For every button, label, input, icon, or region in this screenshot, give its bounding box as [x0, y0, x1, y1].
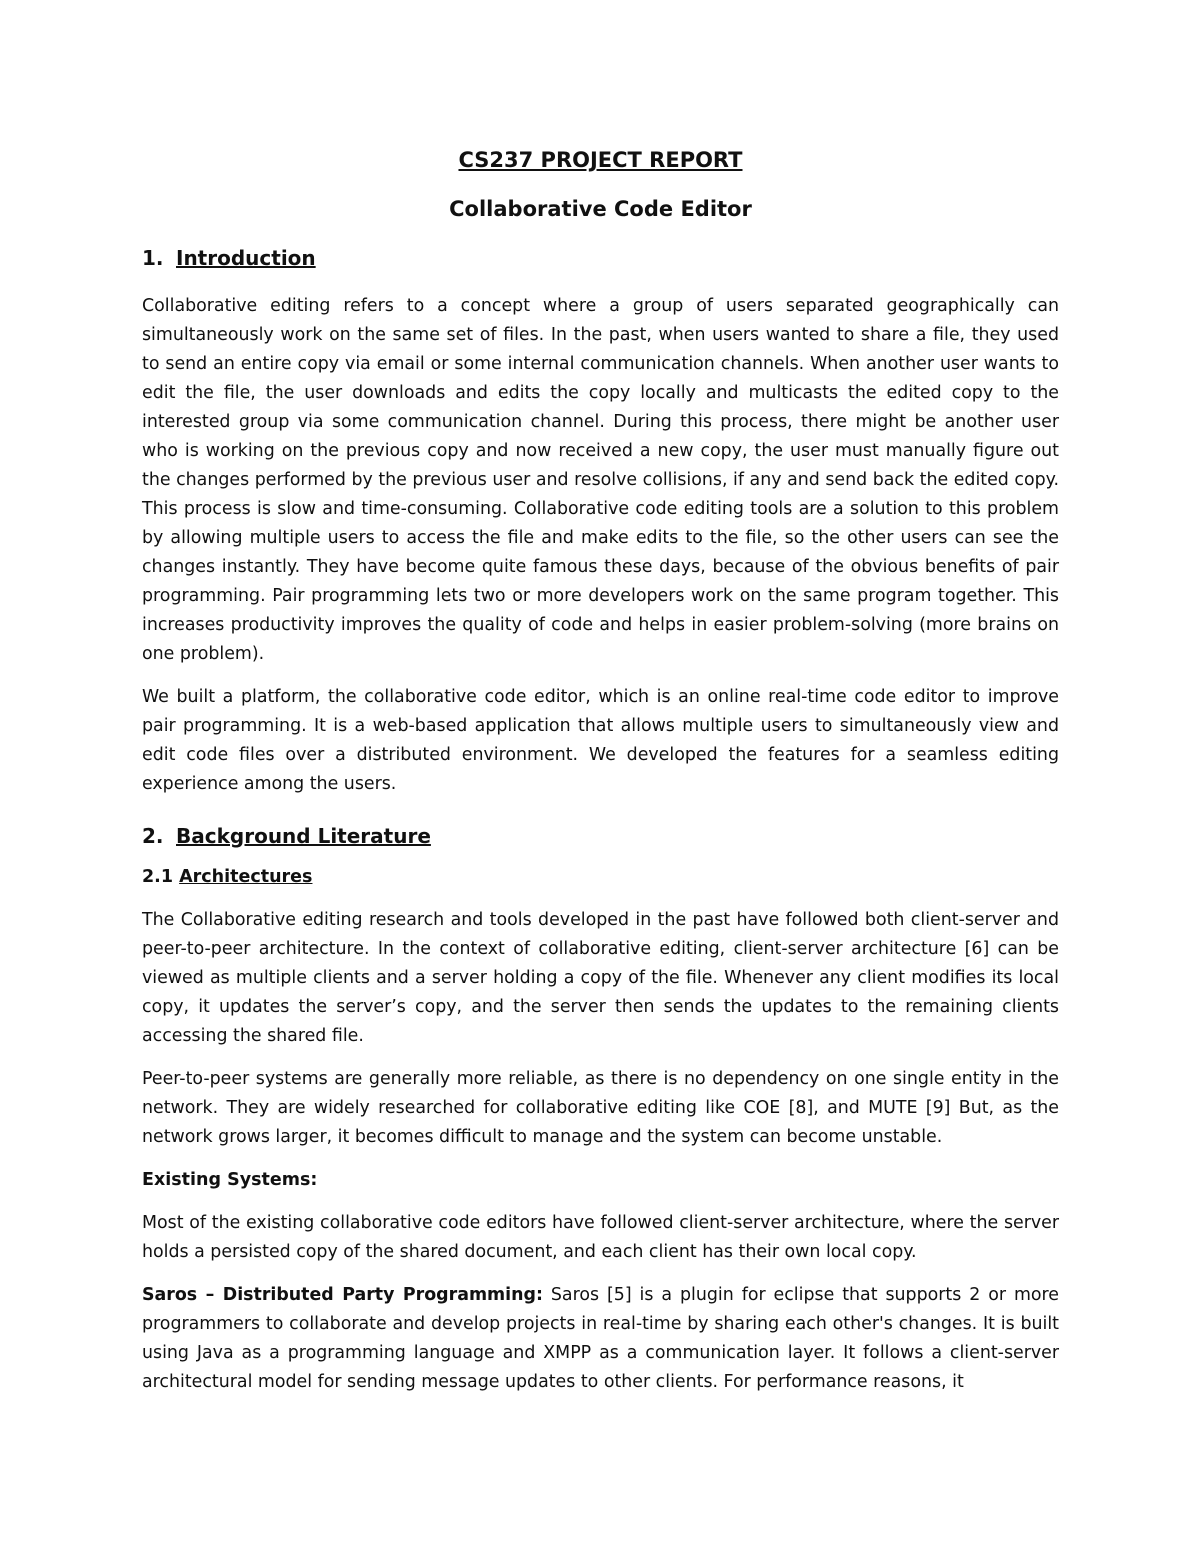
saros-paragraph: [142, 1281, 1059, 1397]
section-heading-background-literature: [142, 819, 1059, 853]
section-number: 2.: [142, 824, 164, 848]
introduction-paragraph-1: Collaborative editing refers to a concept where a group of users separated geographically can simultaneously work on the same set of files. In the past, when users wanted to share a file, they used to send an entire copy via email or some internal communication channels. When another user wants to edit the file, the user downloads and edits the copy locally and multicasts the edited copy to the interested group via some communication channel. During this process, there might be another user who is working on the previous copy and now received a new copy, the user must manually figure out the changes performed by the previous user and resolve collisions, if any and send back the edited copy. This process is slow and time-consuming. Collaborative code editing tools are a solution to this problem by allowing multiple users to access the file and make edits to the file, so the other users can see the changes instantly. They have become quite famous these days, because of the obvious benefits of pair programming. Pair programming lets two or more developers work on the same program together. This increases productivity improves the quality of code and helps in easier problem-solving (more brains on one problem).: [142, 296, 1059, 664]
section-number: 1.: [142, 246, 164, 270]
subsection-title: Architectures: [179, 867, 313, 887]
report-title: CS237 PROJECT REPORT: [458, 148, 743, 172]
document-body: [142, 143, 1059, 1397]
existing-systems-paragraph: Most of the existing collaborative code editors have followed client-server architecture, where the server holds a persisted copy of the shared document, and each client has their own local copy.: [142, 1213, 1059, 1262]
architectures-paragraph-1: The Collaborative editing research and tools developed in the past have followed both client-server and peer-to-peer architecture. In the context of collaborative editing, client-server architecture [6] can be viewed as multiple clients and a server holding a copy of the file. Whenever any client modifies its local copy, it updates the server’s copy, and the server then sends the updates to the remaining clients accessing the shared file.: [142, 910, 1059, 1046]
subsection-heading-architectures: [142, 863, 1059, 892]
architectures-paragraph-2: Peer-to-peer systems are generally more reliable, as there is no dependency on one single entity in the network. They are widely researched for collaborative editing like COE [8], and MUTE [9] But, as the network grows larger, it becomes difficult to manage and the system can become unstable.: [142, 1069, 1059, 1147]
saros-text: Saros [5] is a plugin for eclipse that supports 2 or more programmers to collaborate and develop projects in real-time by sharing each other's changes. It is built using Java as a programming language and XMPP as a communication layer. It follows a client-server architectural model for sending message updates to other clients. For performance reasons, it: [142, 1285, 1059, 1392]
report-subtitle: Collaborative Code Editor: [449, 197, 752, 221]
introduction-paragraph-2: We built a platform, the collaborative code editor, which is an online real-time code editor to improve pair programming. It is a web-based application that allows multiple users to simultaneously view and edit code files over a distributed environment. We developed the features for a seamless editing experience among the users.: [142, 687, 1059, 794]
saros-label: Saros – Distributed Party Programming:: [142, 1285, 543, 1305]
existing-systems-label: Existing Systems:: [142, 1170, 318, 1190]
section-heading-introduction: [142, 241, 1059, 275]
section-title: Background Literature: [176, 824, 431, 848]
subsection-number: 2.1: [142, 867, 174, 887]
section-title: Introduction: [176, 246, 316, 270]
